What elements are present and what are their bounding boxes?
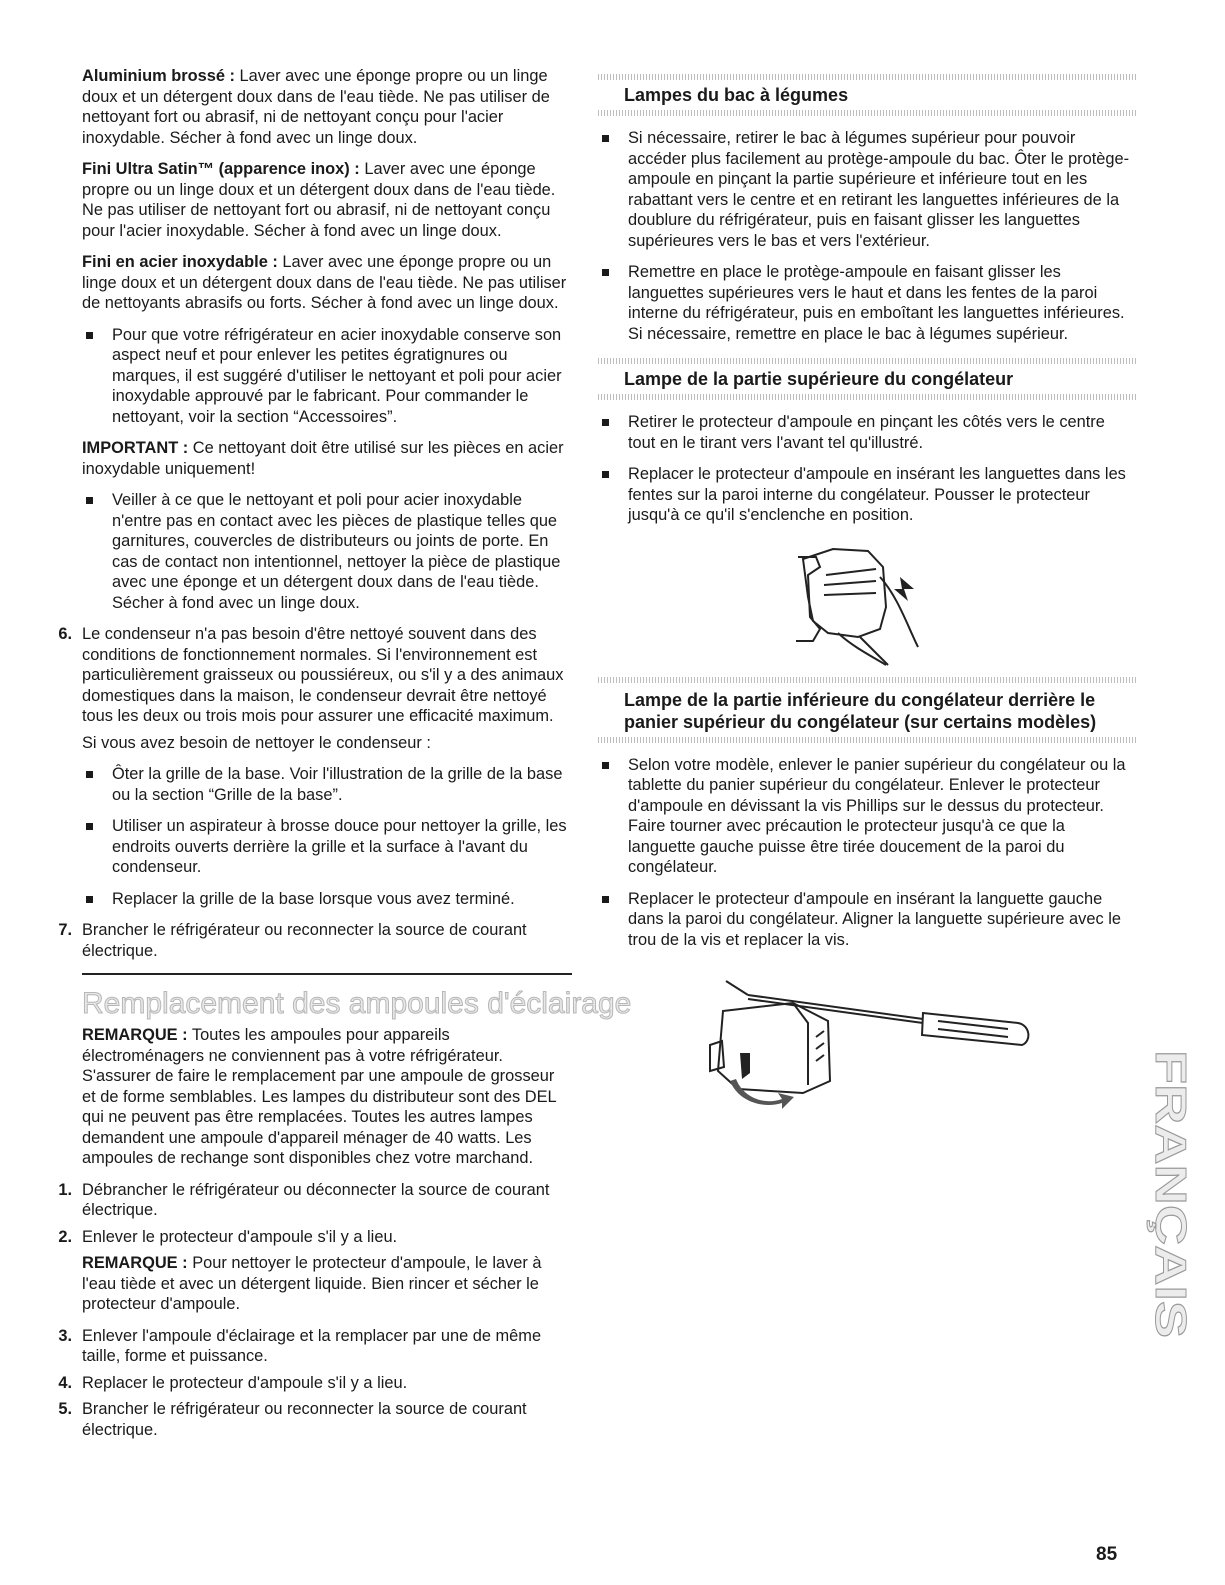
heading-crisper-lamps xyxy=(598,74,1136,116)
bullet-item: Remettre en place le protège-ampoule en faisant glisser les languettes supérieures vers le haut et dans les fentes de la paroi interne du réfrigérateur, puis en emboîtant les languettes inférieures. Si nécessaire, remettre en place le bac à légumes supérieur. xyxy=(598,262,1136,344)
bullet-item: Utiliser un aspirateur à brosse douce pour nettoyer la grille, les endroits ouverts derrière la grille et la surface à l'avant du condenseur. xyxy=(82,816,572,878)
term: REMARQUE : xyxy=(82,1026,188,1044)
section-heading: Lampe de la partie inférieure du congélateur derrière le panier supérieur du congélateur (sur certains modèles) xyxy=(624,689,1097,732)
language-side-tab xyxy=(1146,1050,1195,1340)
page-number: 85 xyxy=(1096,1544,1118,1565)
step-5: 5. Brancher le réfrigérateur ou reconnecter la source de courant électrique. xyxy=(58,1400,527,1439)
language-tab-label: FRANÇAIS xyxy=(1146,1050,1195,1278)
bullet-item: Si nécessaire, retirer le bac à légumes supérieur pour pouvoir accéder plus facilement au protège-ampoule du bac. Ôter le protège-ampoule en pinçant la partie supérieure et inférieure tout en les rabattant vers le centre et en retirant les languettes inférieures de la doublure du réfrigérateur, puis en faisant glisser les languettes supérieures vers le bas et vers l'extérieur. xyxy=(598,128,1136,251)
remark-paragraph: REMARQUE : Toutes les ampoules pour appareils électroménagers ne conviennent pas à votre réfrigérateur. S'assurer de faire le remplacement par une ampoule de grosseur et de forme semblables. Les lampes du distributeur sont des DEL qui ne peuvent pas être remplacées. Toutes les autres lampes demandent une ampoule d'appareil ménager de 40 watts. Les ampoules de rechange sont disponibles chez votre marchand. xyxy=(82,1026,557,1167)
bullet-item: Ôter la grille de la base. Voir l'illustration de la grille de la base ou la section “Grille de la base”. xyxy=(82,764,572,805)
term: REMARQUE : xyxy=(82,1254,188,1272)
step-4: 4. Replacer le protecteur d'ampoule s'il y a lieu. xyxy=(58,1373,408,1392)
section-heading: Lampes du bac à légumes xyxy=(624,85,849,105)
step-1: 1. Débrancher le réfrigérateur ou déconnecter la source de courant électrique. xyxy=(58,1180,550,1219)
right-column xyxy=(598,74,1136,1111)
heading-freezer-top-lamp xyxy=(598,358,1136,400)
section-divider xyxy=(82,973,572,975)
condenser-intro: Si vous avez besoin de nettoyer le condenseur : xyxy=(82,733,431,752)
term: Fini Ultra Satin™ (apparence inox) : xyxy=(82,160,360,178)
paragraph-stainless: Fini en acier inoxydable : Laver avec une éponge propre ou un linge doux et un détergent doux dans de l'eau tiède. Ne pas utiliser de nettoyants abrasifs ou forts. Sécher à fond avec un linge doux. xyxy=(82,253,567,312)
step-2: 2. Enlever le protecteur d'ampoule s'il y a lieu. xyxy=(58,1227,398,1246)
bullet-item: Replacer le protecteur d'ampoule en insérant la languette gauche dans la paroi du congélateur. Aligner la languette supérieure avec le trou de la vis et replacer la vis. xyxy=(598,889,1136,951)
stripe-divider xyxy=(598,110,1136,116)
left-column xyxy=(58,66,632,1446)
bullet-item: Selon votre modèle, enlever le panier supérieur du congélateur ou la tablette du panier supérieur du congélateur. Enlever le protecteur d'ampoule en dévissant la vis Phillips sur le dessus du protecteur. Faire tourner avec précaution le protecteur jusqu'à ce que la languette gauche puisse être tirée doucement de la paroi du congélateur. xyxy=(598,755,1136,878)
screwdriver-lamp-shield-illustration xyxy=(598,961,1136,1111)
stripe-divider xyxy=(598,737,1136,743)
term: IMPORTANT : xyxy=(82,439,189,457)
step-6: 6. Le condenseur n'a pas besoin d'être nettoyé souvent dans des conditions de fonctionnement normales. Si l'environnement est particulièrement graisseux ou poussiéreux, ou s'il y a des animaux domestiques dans la maison, le condenseur devrait être nettoyé tous les deux ou trois mois pour assurer une efficacité maximum. xyxy=(58,625,564,725)
paragraph-brushed-aluminum: Aluminium brossé : Laver avec une éponge propre ou un linge doux et un détergent doux dans de l'eau tiède. Ne pas utiliser de nettoyant fort ou abrasif, ni de nettoyant conçu pour l'acier inoxydable. Sécher à fond avec un linge doux. xyxy=(82,67,550,147)
step-7: 7. Brancher le réfrigérateur ou reconnecter la source de courant électrique. xyxy=(58,921,527,960)
bullet-item: Veiller à ce que le nettoyant et poli pour acier inoxydable n'entre pas en contact avec les pièces de plastique telles que garnitures, couvercles de distributeurs ou joints de porte. En cas de contact non intentionnel, nettoyer la pièce de plastique avec une éponge et un détergent doux dans de l'eau tiède. Sécher à fond avec un linge doux. xyxy=(82,490,572,613)
bullet-item: Retirer le protecteur d'ampoule en pinçant les côtés vers le centre tout en le tirant vers l'avant tel qu'illustré. xyxy=(598,412,1136,453)
heading-freezer-bottom-lamp xyxy=(598,677,1136,743)
bullet-item: Replacer la grille de la base lorsque vous avez terminé. xyxy=(82,889,572,910)
bullet-item: Pour que votre réfrigérateur en acier inoxydable conserve son aspect neuf et pour enlever les petites égratignures ou marques, il est suggéré d'utiliser le nettoyant et poli pour acier inoxydable approuvé par le fabricant. Pour commander le nettoyant, voir la section “Accessoires”. xyxy=(82,325,572,428)
freezer-lamp-shield-illustration xyxy=(598,537,1136,667)
step-3: 3. Enlever l'ampoule d'éclairage et la remplacer par une de même taille, forme et puissance. xyxy=(58,1326,542,1365)
bullet-item: Replacer le protecteur d'ampoule en insérant les languettes dans les fentes sur la paroi interne du congélateur. Pousser le protecteur jusqu'à ce qu'il s'enclenche en position. xyxy=(598,464,1136,526)
paragraph-ultra-satin: Fini Ultra Satin™ (apparence inox) : Laver avec une éponge propre ou un linge doux et un détergent doux dans de l'eau tiède. Ne pas utiliser de nettoyant fort ou abrasif, ni de nettoyant conçu pour l'acier inoxydable. Sécher à fond avec un linge doux. xyxy=(82,160,556,240)
section-heading: Lampe de la partie supérieure du congélateur xyxy=(624,369,1014,389)
term: Fini en acier inoxydable : xyxy=(82,253,278,271)
section-title: Remplacement des ampoules d'éclairage xyxy=(82,987,632,1020)
stripe-divider xyxy=(598,394,1136,400)
term: Aluminium brossé : xyxy=(82,67,235,85)
paragraph-important: IMPORTANT : Ce nettoyant doit être utilisé sur les pièces en acier inoxydable uniquement! xyxy=(82,439,564,478)
step-2-remark: REMARQUE : Pour nettoyer le protecteur d'ampoule, le laver à l'eau tiède et avec un détergent liquide. Bien rincer et sécher le protecteur d'ampoule. xyxy=(82,1254,542,1313)
